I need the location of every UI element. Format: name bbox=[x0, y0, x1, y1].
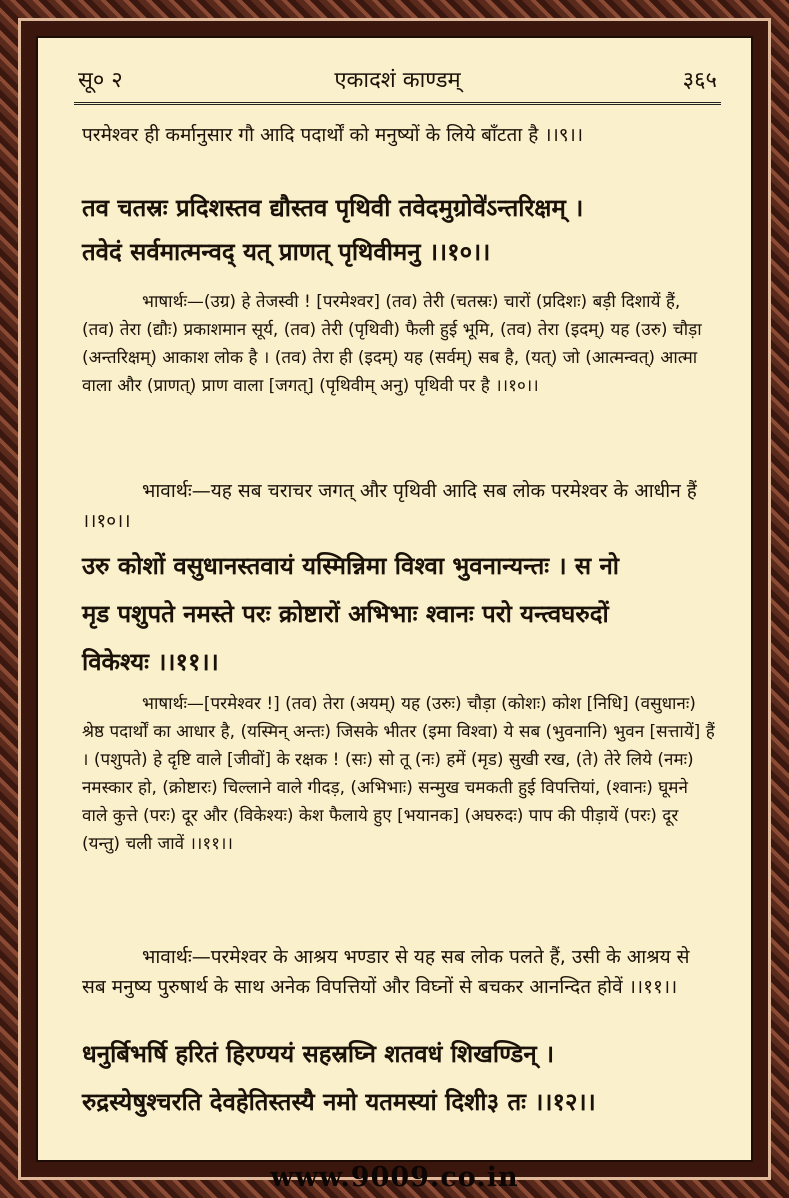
website-watermark: www.9009.co.in bbox=[270, 1162, 519, 1193]
mantra-10-line-1: तव चतस्रः प्रदिशस्तव द्यौस्तव पृथिवी तवेदमुग्रोवे॑ऽन्तरिक्षम् । bbox=[82, 194, 584, 222]
bhavarth-11: भावार्थः—परमेश्वर के आश्रय भण्डार से यह सब लोक पलते हैं, उसी के आश्रय से सब मनुष्य पुरुषार्थ के साथ अनेक विपत्तियों और विघ्नों से बचकर आनन्दित होवें ।।११।। bbox=[82, 946, 690, 998]
page-number: ३६५ bbox=[682, 68, 717, 93]
mantra-11-line-2: मृड पशुपते नमस्ते परः क्रोष्टारों अभिभाः श्वानः परो यन्त्वघरुदों bbox=[82, 600, 609, 628]
header-rule bbox=[74, 102, 721, 105]
kanda-title: एकादशं काण्डम् bbox=[334, 68, 461, 93]
mantra-10-line-2: तवेदं सर्वमात्मन्वद् यत् प्राणत् पृथिवीमनु ।।१०।। bbox=[82, 238, 491, 266]
book-page bbox=[36, 36, 753, 1162]
mantra-12-line-2: रुद्रस्येषुश्चरति देवहेतिस्तस्यै नमो यतमस्यां दिशी३ तः ।।१२।। bbox=[82, 1088, 596, 1116]
sukta-number: सू० २ bbox=[78, 68, 123, 93]
paragraph-9-end: परमेश्वर ही कर्मानुसार गौ आदि पदार्थों को मनुष्यों के लिये बाँटता है ।।९।। bbox=[82, 124, 584, 146]
bhasharth-10: भाषार्थः—(उग्र) हे तेजस्वी ! [परमेश्वर] (तव) तेरी (चतस्रः) चारों (प्रदिशः) बड़ी दिशायें हैं, (तव) तेरा (द्यौः) प्रकाशमान सूर्य, (तव) तेरी (पृथिवी) फैली हुई भूमि, (तव) तेरा (इदम्) यह (उरु) चौड़ा (अन्तरिक्षम्) आकाश लोक है । (तव) तेरा ही (इदम्) यह (सर्वम्) सब है, (यत्) जो (आत्मन्वत्) आत्मा वाला और (प्राणत्) प्राण वाला [जगत्] (पृथिवीम् अनु) पृथिवी पर है ।।१०।। bbox=[82, 292, 702, 396]
mantra-11-line-3: विकेश्यः ।।११।। bbox=[82, 648, 219, 676]
bhavarth-10: भावार्थः—यह सब चराचर जगत् और पृथिवी आदि सब लोक परमेश्वर के आधीन हैं ।।१०।। bbox=[82, 480, 697, 532]
page-header bbox=[78, 64, 717, 94]
mantra-11-line-1: उरु कोशों वसुधानस्तवायं यस्मिन्निमा विश्वा भुवनान्यन्तः । स नो bbox=[82, 552, 620, 580]
mantra-12-line-1: धनुर्बिभर्षि हरितं हिरण्ययं सहस्रघ्नि शतवधं शिखण्डिन् । bbox=[82, 1040, 555, 1068]
bhasharth-11: भाषार्थः—[परमेश्वर !] (तव) तेरा (अयम्) यह (उरुः) चौड़ा (कोशः) कोश [निधि] (वसुधानः) श्रेष्ठ पदार्थों का आधार है, (यस्मिन् अन्तः) जिसके भीतर (इमा विश्वा) ये सब (भुवनानि) भुवन [सत्तायें] हैं । (पशुपते) हे दृष्टि वाले [जीवों] के रक्षक ! (सः) सो तू (नः) हमें (मृड) सुखी रख, (ते) तेरे लिये (नमः) नमस्कार हो, (क्रोष्टारः) चिल्लाने वाले गीदड़, (अभिभाः) सन्मुख चमकती हुई विपत्तियां, (श्वानः) घूमने वाले कुत्ते (परः) दूर और (विकेश्यः) केश फैलाये हुए [भयानक] (अघरुदः) पाप की पीड़ायें (परः) दूर (यन्तु) चली जावें ।।११।। bbox=[82, 694, 715, 854]
